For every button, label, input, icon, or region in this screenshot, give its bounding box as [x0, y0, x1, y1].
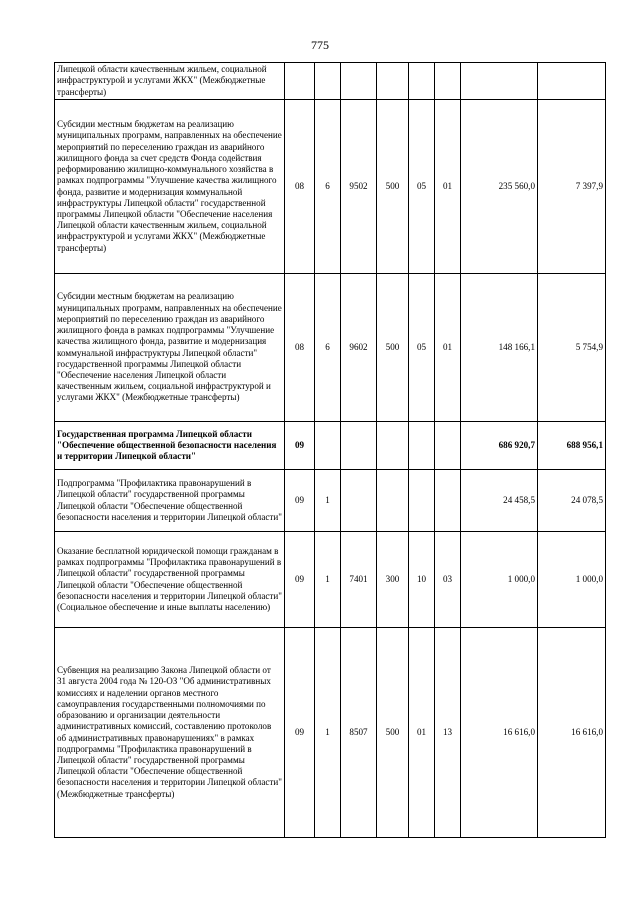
- row-code-subsection: 01: [435, 100, 461, 274]
- row-target-article: [341, 422, 377, 470]
- row-code-subsection: [435, 63, 461, 100]
- row-code-subsection: [435, 422, 461, 470]
- row-code-section: [409, 422, 435, 470]
- row-description: Подпрограмма "Профилактика правонарушений в Липецкой области" государственной программы Липецкой области "Обеспечение общественной безопасности населения и территории Липецкой области": [55, 470, 285, 532]
- row-description: Субвенция на реализацию Закона Липецкой области от 31 августа 2004 года № 120-ОЗ "Об административных комиссиях и наделении органов местного самоуправления государственными полномочиями по образованию и организации деятельности административных комиссий, составлению протоколов об административных правонарушениях" в рамках подпрограммы "Профилактика правонарушений в Липецкой области" государственной программы Липецкой области "Обеспечение общественной безопасности населения и территории Липецкой области" (Межбюджетные трансферты): [55, 628, 285, 838]
- row-amount-1: 235 560,0: [461, 100, 538, 274]
- row-description: Субсидии местным бюджетам на реализацию муниципальных программ, направленных на обеспечение мероприятий по переселению граждан из аварийного жилищного фонда в рамках подпрограммы "Улучшение качества жилищного фонда, развитие и модернизация коммунальной инфраструктуры Липецкой области" государственной программы Липецкой области "Обеспечение населения Липецкой области качественным жильем, социальной инфраструктурой и услугами ЖКХ" (Межбюджетные трансферты): [55, 274, 285, 422]
- row-target-article: 7401: [341, 532, 377, 628]
- row-subsection: 1: [315, 628, 341, 838]
- row-subsection: [315, 63, 341, 100]
- row-expense-type: [377, 422, 409, 470]
- row-code-section: [409, 470, 435, 532]
- row-amount-2: 7 397,9: [538, 100, 606, 274]
- row-section: 09: [285, 628, 315, 838]
- row-amount-2: [538, 63, 606, 100]
- row-section: 09: [285, 470, 315, 532]
- row-section: 09: [285, 422, 315, 470]
- row-description: Липецкой области качественным жильем, социальной инфраструктурой и услугами ЖКХ" (Межбюджетные трансферты): [55, 63, 285, 100]
- row-description: Оказание бесплатной юридической помощи гражданам в рамках подпрограммы "Профилактика правонарушений в Липецкой области" государственной программы Липецкой области "Обеспечение общественной безопасности населения и территории Липецкой области" (Социальное обеспечение и иные выплаты населению): [55, 532, 285, 628]
- row-code-subsection: 01: [435, 274, 461, 422]
- row-description: Субсидии местным бюджетам на реализацию муниципальных программ, направленных на обеспечение мероприятий по переселению граждан из аварийного жилищного фонда за счет средств Фонда содействия реформированию жилищно-коммунального хозяйства в рамках подпрограммы "Улучшение качества жилищного фонда, развитие и модернизация коммунальной инфраструктуры Липецкой области" государственной программы Липецкой области "Обеспечение населения Липецкой области качественным жильем, социальной инфраструктурой и услугами ЖКХ" (Межбюджетные трансферты): [55, 100, 285, 274]
- table-row: [55, 470, 606, 532]
- table-row: [55, 63, 606, 100]
- row-amount-1: 686 920,7: [461, 422, 538, 470]
- row-section: 08: [285, 274, 315, 422]
- row-subsection: 1: [315, 532, 341, 628]
- row-code-section: [409, 63, 435, 100]
- row-section: 09: [285, 532, 315, 628]
- table-row: [55, 532, 606, 628]
- row-amount-2: 688 956,1: [538, 422, 606, 470]
- table-row: [55, 628, 606, 838]
- row-amount-1: 1 000,0: [461, 532, 538, 628]
- row-expense-type: 300: [377, 532, 409, 628]
- row-code-section: 01: [409, 628, 435, 838]
- page-number: 775: [311, 38, 329, 52]
- row-expense-type: 500: [377, 274, 409, 422]
- row-target-article: [341, 470, 377, 532]
- table-row: [55, 422, 606, 470]
- row-code-subsection: 13: [435, 628, 461, 838]
- row-code-section: 05: [409, 274, 435, 422]
- row-description: Государственная программа Липецкой области "Обеспечение общественной безопасности населения и территории Липецкой области": [55, 422, 285, 470]
- row-code-section: 05: [409, 100, 435, 274]
- row-amount-2: 1 000,0: [538, 532, 606, 628]
- row-amount-1: 24 458,5: [461, 470, 538, 532]
- table-row: [55, 274, 606, 422]
- row-expense-type: 500: [377, 100, 409, 274]
- table-row: [55, 100, 606, 274]
- row-expense-type: 500: [377, 628, 409, 838]
- row-subsection: [315, 422, 341, 470]
- row-subsection: 6: [315, 274, 341, 422]
- row-code-subsection: [435, 470, 461, 532]
- row-subsection: 1: [315, 470, 341, 532]
- row-code-subsection: 03: [435, 532, 461, 628]
- row-expense-type: [377, 470, 409, 532]
- row-amount-1: 148 166,1: [461, 274, 538, 422]
- row-amount-2: 5 754,9: [538, 274, 606, 422]
- row-code-section: 10: [409, 532, 435, 628]
- row-amount-1: [461, 63, 538, 100]
- row-subsection: 6: [315, 100, 341, 274]
- row-amount-2: 24 078,5: [538, 470, 606, 532]
- row-target-article: 9602: [341, 274, 377, 422]
- row-expense-type: [377, 63, 409, 100]
- row-amount-1: 16 616,0: [461, 628, 538, 838]
- row-section: 08: [285, 100, 315, 274]
- row-target-article: 8507: [341, 628, 377, 838]
- row-target-article: [341, 63, 377, 100]
- budget-table: [54, 62, 606, 838]
- row-target-article: 9502: [341, 100, 377, 274]
- row-amount-2: 16 616,0: [538, 628, 606, 838]
- row-section: [285, 63, 315, 100]
